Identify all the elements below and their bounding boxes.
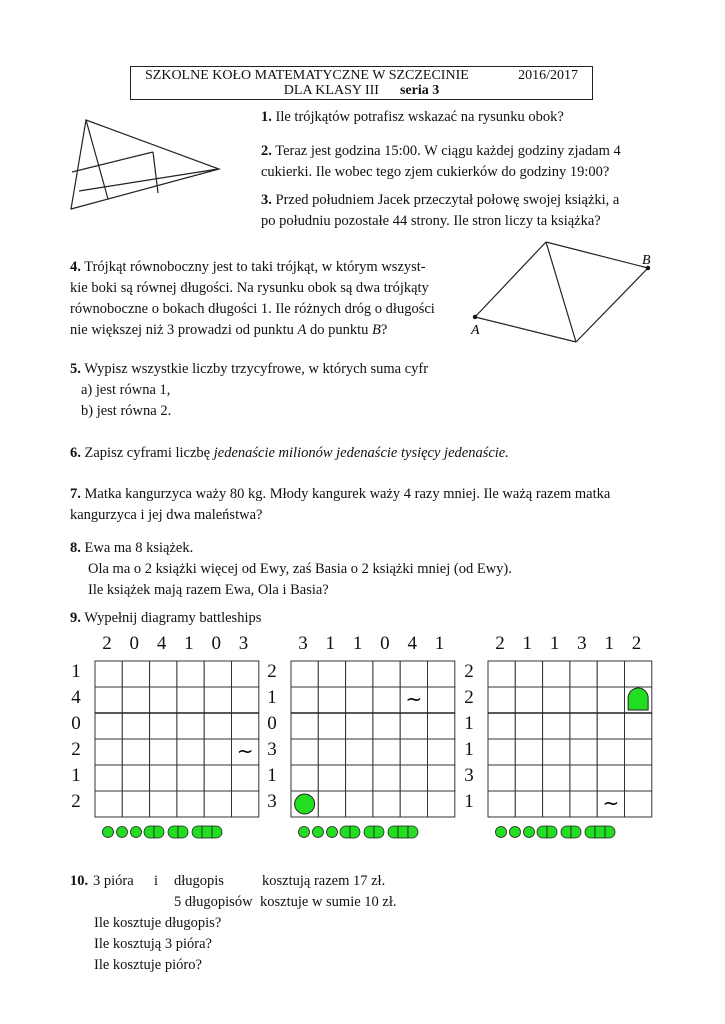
grid-cell[interactable] bbox=[515, 687, 542, 713]
grid-cell[interactable] bbox=[625, 765, 652, 791]
grid-cell[interactable] bbox=[95, 661, 122, 687]
point-a-label: A bbox=[471, 323, 480, 338]
fleet-ship-icon bbox=[388, 826, 398, 838]
grid-cell[interactable] bbox=[318, 713, 345, 739]
problem-4-text-4: nie większej niż 3 prowadzi od punktu A do punktu B? bbox=[70, 322, 388, 338]
grid-cell[interactable] bbox=[150, 739, 177, 765]
grid-cell[interactable] bbox=[488, 739, 515, 765]
fleet-ship-icon bbox=[408, 826, 418, 838]
problem-6-number: 6. bbox=[70, 445, 81, 461]
grid-cell[interactable] bbox=[570, 765, 597, 791]
worksheet-header bbox=[130, 66, 593, 100]
equilateral-triangles-figure bbox=[466, 238, 666, 348]
grid-cell[interactable] bbox=[543, 765, 570, 791]
problem-5 bbox=[70, 359, 428, 422]
grid-cell[interactable] bbox=[543, 687, 570, 713]
problem-10 bbox=[70, 871, 470, 976]
point-a-dot bbox=[473, 315, 477, 319]
grid-cell[interactable] bbox=[400, 661, 427, 687]
grid-cell[interactable] bbox=[95, 791, 122, 817]
fleet-ship-icon bbox=[202, 826, 212, 838]
row-clue: 1 bbox=[464, 713, 474, 734]
battleships-cells bbox=[487, 660, 653, 818]
fleet-ship-icon bbox=[327, 827, 338, 838]
problem-5-option-b: b) jest równa 2. bbox=[81, 403, 172, 419]
grid-cell[interactable] bbox=[95, 739, 122, 765]
grid-cell[interactable] bbox=[232, 791, 259, 817]
grid-cell[interactable] bbox=[428, 713, 455, 739]
problem-5-text: Wypisz wszystkie liczby trzycyfrowe, w których suma cyfr bbox=[84, 361, 429, 377]
grid-cell[interactable] bbox=[232, 713, 259, 739]
grid-cell[interactable] bbox=[346, 713, 373, 739]
grid-cell[interactable] bbox=[291, 687, 318, 713]
row-clue: 2 bbox=[71, 791, 81, 812]
ship-segment-icon bbox=[295, 794, 315, 814]
fleet-legend bbox=[102, 824, 228, 840]
problem-1 bbox=[261, 107, 564, 128]
row-clue: 2 bbox=[71, 739, 81, 760]
problem-7-text-2: kangurzyca i jej dwa maleństwa? bbox=[70, 507, 263, 523]
column-clue: 2 bbox=[495, 633, 505, 654]
fleet-legend bbox=[298, 824, 424, 840]
grid-cell[interactable] bbox=[346, 739, 373, 765]
column-clue: 3 bbox=[298, 633, 308, 654]
grid-cell[interactable] bbox=[400, 739, 427, 765]
row-clue: 3 bbox=[267, 739, 277, 760]
grid-cell[interactable] bbox=[122, 661, 149, 687]
grid-cell[interactable] bbox=[204, 661, 231, 687]
row-clue: 1 bbox=[71, 661, 81, 682]
grid-cell[interactable] bbox=[150, 765, 177, 791]
grid-cell[interactable] bbox=[177, 713, 204, 739]
problem-4 bbox=[70, 257, 435, 341]
problem-4-number: 4. bbox=[70, 259, 81, 275]
grid-cell[interactable] bbox=[543, 791, 570, 817]
grid-cell[interactable] bbox=[428, 765, 455, 791]
grid-cell[interactable] bbox=[400, 791, 427, 817]
fleet-ship-icon bbox=[496, 827, 507, 838]
column-clue: 1 bbox=[604, 633, 614, 654]
grid-cell[interactable] bbox=[150, 687, 177, 713]
grid-cell[interactable] bbox=[291, 765, 318, 791]
grid-cell[interactable] bbox=[515, 713, 542, 739]
problem-2-text-2: cukierki. Ile wobec tego zjem cukierków do godziny 19:00? bbox=[261, 164, 610, 180]
grid-cell[interactable] bbox=[150, 791, 177, 817]
problem-9-number: 9. bbox=[70, 610, 81, 626]
grid-cell[interactable] bbox=[373, 713, 400, 739]
header-year: 2016/2017 bbox=[518, 68, 578, 83]
fleet-ship-icon bbox=[595, 826, 605, 838]
column-clue: 0 bbox=[211, 633, 221, 654]
grid-cell[interactable] bbox=[177, 765, 204, 791]
grid-cell[interactable] bbox=[570, 661, 597, 687]
grid-cell[interactable] bbox=[177, 687, 204, 713]
grid-cell[interactable] bbox=[291, 713, 318, 739]
fleet-ship-icon bbox=[537, 826, 547, 838]
header-line2 bbox=[131, 83, 592, 98]
problem-10-question-3: Ile kosztuje pióro? bbox=[94, 957, 202, 973]
grid-cell[interactable] bbox=[318, 791, 345, 817]
grid-cell[interactable] bbox=[204, 713, 231, 739]
grid-cell[interactable] bbox=[515, 791, 542, 817]
row-clue: 2 bbox=[464, 687, 474, 708]
grid-cell[interactable] bbox=[488, 765, 515, 791]
problem-10-number: 10. bbox=[70, 873, 89, 889]
problem-4-text-2: kie boki są równej długości. Na rysunku obok są dwa trójkąty bbox=[70, 280, 429, 296]
problem-8-text-2: Ola ma o 2 książki więcej od Ewy, zaś Basia o 2 książki mniej (od Ewy). bbox=[88, 561, 512, 577]
fleet-ship-icon bbox=[178, 826, 188, 838]
problem-2-number: 2. bbox=[261, 143, 272, 159]
problem-8-number: 8. bbox=[70, 540, 81, 556]
grid-cell[interactable] bbox=[318, 739, 345, 765]
problem-3 bbox=[261, 190, 619, 232]
problem-6-text: Zapisz cyframi liczbę bbox=[84, 445, 214, 461]
grid-cell[interactable] bbox=[177, 739, 204, 765]
fleet-ship-icon bbox=[605, 826, 615, 838]
problem-2-text-1: Teraz jest godzina 15:00. W ciągu każdej godziny zjadam 4 bbox=[275, 143, 621, 159]
column-clue: 4 bbox=[407, 633, 417, 654]
grid-cell[interactable] bbox=[515, 765, 542, 791]
grid-cell[interactable] bbox=[400, 765, 427, 791]
header-class: DLA KLASY III bbox=[283, 83, 379, 98]
grid-cell[interactable] bbox=[488, 687, 515, 713]
problem-10-ballpen: długopis bbox=[174, 873, 224, 889]
problem-8-text-1: Ewa ma 8 książek. bbox=[84, 540, 194, 556]
fleet-ship-icon bbox=[212, 826, 222, 838]
header-title: SZKOLNE KOŁO MATEMATYCZNE W SZCZECINIE bbox=[145, 68, 469, 83]
grid-cell[interactable] bbox=[488, 791, 515, 817]
grid-cell[interactable] bbox=[428, 661, 455, 687]
column-clue: 0 bbox=[129, 633, 140, 654]
grid-cell[interactable] bbox=[597, 713, 624, 739]
problem-10-question-1: Ile kosztuje długopis? bbox=[94, 915, 222, 931]
fleet-ship-icon bbox=[585, 826, 595, 838]
column-clue: 4 bbox=[156, 633, 167, 654]
problem-6-italic-number: jedenaście milionów jedenaście tysięcy jedenaście. bbox=[213, 445, 509, 461]
grid-cell[interactable] bbox=[232, 661, 259, 687]
problem-4-text-3: równoboczne o bokach długości 1. Ile różnych dróg o długości bbox=[70, 301, 435, 317]
grid-cell[interactable] bbox=[597, 739, 624, 765]
fleet-ship-icon bbox=[103, 827, 114, 838]
fleet-ship-icon bbox=[299, 827, 310, 838]
problem-9-text: Wypełnij diagramy battleships bbox=[84, 610, 262, 626]
problem-10-ballpens: 5 długopisów bbox=[174, 894, 253, 910]
fleet-legend bbox=[495, 824, 621, 840]
battleships-cells bbox=[94, 660, 260, 818]
problem-10-cost-1: kosztują razem 17 zł. bbox=[262, 873, 386, 889]
grid-cell[interactable] bbox=[515, 661, 542, 687]
fleet-ship-icon bbox=[374, 826, 384, 838]
problem-6 bbox=[70, 443, 509, 464]
grid-cell[interactable] bbox=[95, 765, 122, 791]
grid-cell[interactable] bbox=[150, 713, 177, 739]
problem-5-number: 5. bbox=[70, 361, 81, 377]
fleet-ship-icon bbox=[192, 826, 202, 838]
battleships-cells bbox=[290, 660, 456, 818]
problem-3-number: 3. bbox=[261, 192, 272, 208]
grid-cell[interactable] bbox=[597, 765, 624, 791]
problem-5-option-a: a) jest równa 1, bbox=[81, 382, 171, 398]
grid-cell[interactable] bbox=[232, 687, 259, 713]
grid-cell[interactable] bbox=[428, 687, 455, 713]
grid-cell[interactable] bbox=[232, 765, 259, 791]
fleet-ship-icon bbox=[131, 827, 142, 838]
grid-cell[interactable] bbox=[570, 791, 597, 817]
grid-cell[interactable] bbox=[122, 739, 149, 765]
grid-cell[interactable] bbox=[122, 765, 149, 791]
fleet-ship-icon bbox=[510, 827, 521, 838]
grid-cell[interactable] bbox=[291, 661, 318, 687]
grid-cell[interactable] bbox=[373, 687, 400, 713]
fleet-ship-icon bbox=[117, 827, 128, 838]
row-clue: 1 bbox=[267, 765, 277, 786]
grid-cell[interactable] bbox=[346, 791, 373, 817]
grid-cell[interactable] bbox=[95, 713, 122, 739]
grid-cell[interactable] bbox=[373, 791, 400, 817]
row-clue: 3 bbox=[267, 791, 277, 812]
row-clue: 0 bbox=[71, 713, 81, 734]
grid-cell[interactable] bbox=[597, 661, 624, 687]
grid-cell[interactable] bbox=[318, 661, 345, 687]
grid-cell[interactable] bbox=[150, 661, 177, 687]
column-clue: 2 bbox=[631, 633, 642, 654]
row-clue: 4 bbox=[71, 687, 81, 708]
header-series: seria 3 bbox=[399, 83, 440, 98]
column-clue: 3 bbox=[577, 633, 587, 654]
problem-1-number: 1. bbox=[261, 109, 272, 125]
fleet-ship-icon bbox=[524, 827, 535, 838]
column-clue: 0 bbox=[380, 633, 390, 654]
grid-cell[interactable] bbox=[318, 765, 345, 791]
problem-8-text-3: Ile książek mają razem Ewa, Ola i Basia? bbox=[88, 582, 329, 598]
grid-cell[interactable] bbox=[346, 687, 373, 713]
problem-4-text-1: Trójkąt równoboczny jest to taki trójkąt, w którym wszyst- bbox=[84, 259, 426, 275]
row-clue: 2 bbox=[464, 661, 474, 682]
grid-cell[interactable] bbox=[346, 661, 373, 687]
grid-cell[interactable] bbox=[122, 791, 149, 817]
row-clue: 1 bbox=[464, 739, 474, 760]
column-clue: 2 bbox=[102, 633, 112, 654]
fleet-ship-icon bbox=[340, 826, 350, 838]
fleet-ship-icon bbox=[154, 826, 164, 838]
column-clue: 1 bbox=[184, 633, 194, 654]
grid-cell[interactable] bbox=[177, 791, 204, 817]
problem-7-text-1: Matka kangurzyca waży 80 kg. Młody kangurek waży 4 razy mniej. Ile ważą razem matka bbox=[84, 486, 611, 502]
fleet-ship-icon bbox=[571, 826, 581, 838]
grid-cell[interactable] bbox=[625, 713, 652, 739]
water-mark-icon: ~ bbox=[405, 687, 423, 711]
grid-cell[interactable] bbox=[204, 791, 231, 817]
water-mark-icon: ~ bbox=[602, 791, 620, 815]
grid-cell[interactable] bbox=[543, 739, 570, 765]
grid-cell[interactable] bbox=[122, 713, 149, 739]
grid-cell[interactable] bbox=[400, 713, 427, 739]
grid-cell[interactable] bbox=[488, 713, 515, 739]
problem-7-number: 7. bbox=[70, 486, 81, 502]
grid-cell[interactable] bbox=[318, 687, 345, 713]
problem-1-text: Ile trójkątów potrafisz wskazać na rysunku obok? bbox=[275, 109, 564, 125]
problem-7 bbox=[70, 484, 610, 526]
grid-cell[interactable] bbox=[95, 687, 122, 713]
grid-cell[interactable] bbox=[515, 739, 542, 765]
problem-2 bbox=[261, 141, 621, 183]
column-clue: 1 bbox=[549, 633, 560, 654]
fleet-ship-icon bbox=[547, 826, 557, 838]
column-clue: 1 bbox=[325, 633, 336, 654]
column-clue: 1 bbox=[434, 633, 445, 654]
grid-cell[interactable] bbox=[543, 661, 570, 687]
grid-cell[interactable] bbox=[204, 739, 231, 765]
problem-3-text-2: po południu pozostałe 44 strony. Ile stron liczy ta książka? bbox=[261, 213, 601, 229]
grid-cell[interactable] bbox=[204, 765, 231, 791]
fleet-ship-icon bbox=[144, 826, 154, 838]
point-b-label: B bbox=[642, 253, 651, 268]
fleet-ship-icon bbox=[313, 827, 324, 838]
fleet-ship-icon bbox=[350, 826, 360, 838]
row-clue: 2 bbox=[267, 661, 277, 682]
grid-cell[interactable] bbox=[346, 765, 373, 791]
grid-cell[interactable] bbox=[543, 713, 570, 739]
row-clue: 1 bbox=[71, 765, 81, 786]
grid-cell[interactable] bbox=[625, 661, 652, 687]
grid-cell[interactable] bbox=[570, 739, 597, 765]
problem-10-pens: 3 pióra bbox=[93, 873, 134, 889]
problem-8 bbox=[70, 538, 512, 601]
fleet-ship-icon bbox=[561, 826, 571, 838]
problem-10-question-2: Ile kosztują 3 pióra? bbox=[94, 936, 212, 952]
grid-cell[interactable] bbox=[373, 765, 400, 791]
row-clue: 3 bbox=[464, 765, 474, 786]
grid-cell[interactable] bbox=[177, 661, 204, 687]
grid-cell[interactable] bbox=[625, 739, 652, 765]
fleet-ship-icon bbox=[364, 826, 374, 838]
column-clue: 1 bbox=[352, 633, 363, 654]
water-mark-icon: ~ bbox=[236, 739, 254, 763]
problem-9 bbox=[70, 608, 261, 629]
problem-10-and: i bbox=[154, 873, 159, 889]
problem-3-text-1: Przed południem Jacek przeczytał połowę swojej książki, a bbox=[275, 192, 620, 208]
grid-cell[interactable] bbox=[428, 791, 455, 817]
grid-cell[interactable] bbox=[373, 661, 400, 687]
grid-cell[interactable] bbox=[570, 713, 597, 739]
column-clue: 1 bbox=[522, 633, 533, 654]
grid-cell[interactable] bbox=[373, 739, 400, 765]
fleet-ship-icon bbox=[398, 826, 408, 838]
problem-10-cost-2: kosztuje w sumie 10 zł. bbox=[260, 894, 397, 910]
grid-cell[interactable] bbox=[570, 687, 597, 713]
row-clue: 1 bbox=[464, 791, 474, 812]
fleet-ship-icon bbox=[168, 826, 178, 838]
grid-cell[interactable] bbox=[488, 661, 515, 687]
triangles-figure bbox=[68, 115, 223, 217]
row-clue: 1 bbox=[267, 687, 277, 708]
column-clue: 3 bbox=[238, 633, 249, 654]
ship-segment-icon bbox=[628, 688, 648, 710]
grid-cell[interactable] bbox=[428, 739, 455, 765]
grid-cell[interactable] bbox=[122, 687, 149, 713]
grid-cell[interactable] bbox=[204, 687, 231, 713]
grid-cell[interactable] bbox=[625, 791, 652, 817]
row-clue: 0 bbox=[267, 713, 277, 734]
grid-cell[interactable] bbox=[291, 739, 318, 765]
grid-cell[interactable] bbox=[597, 687, 624, 713]
